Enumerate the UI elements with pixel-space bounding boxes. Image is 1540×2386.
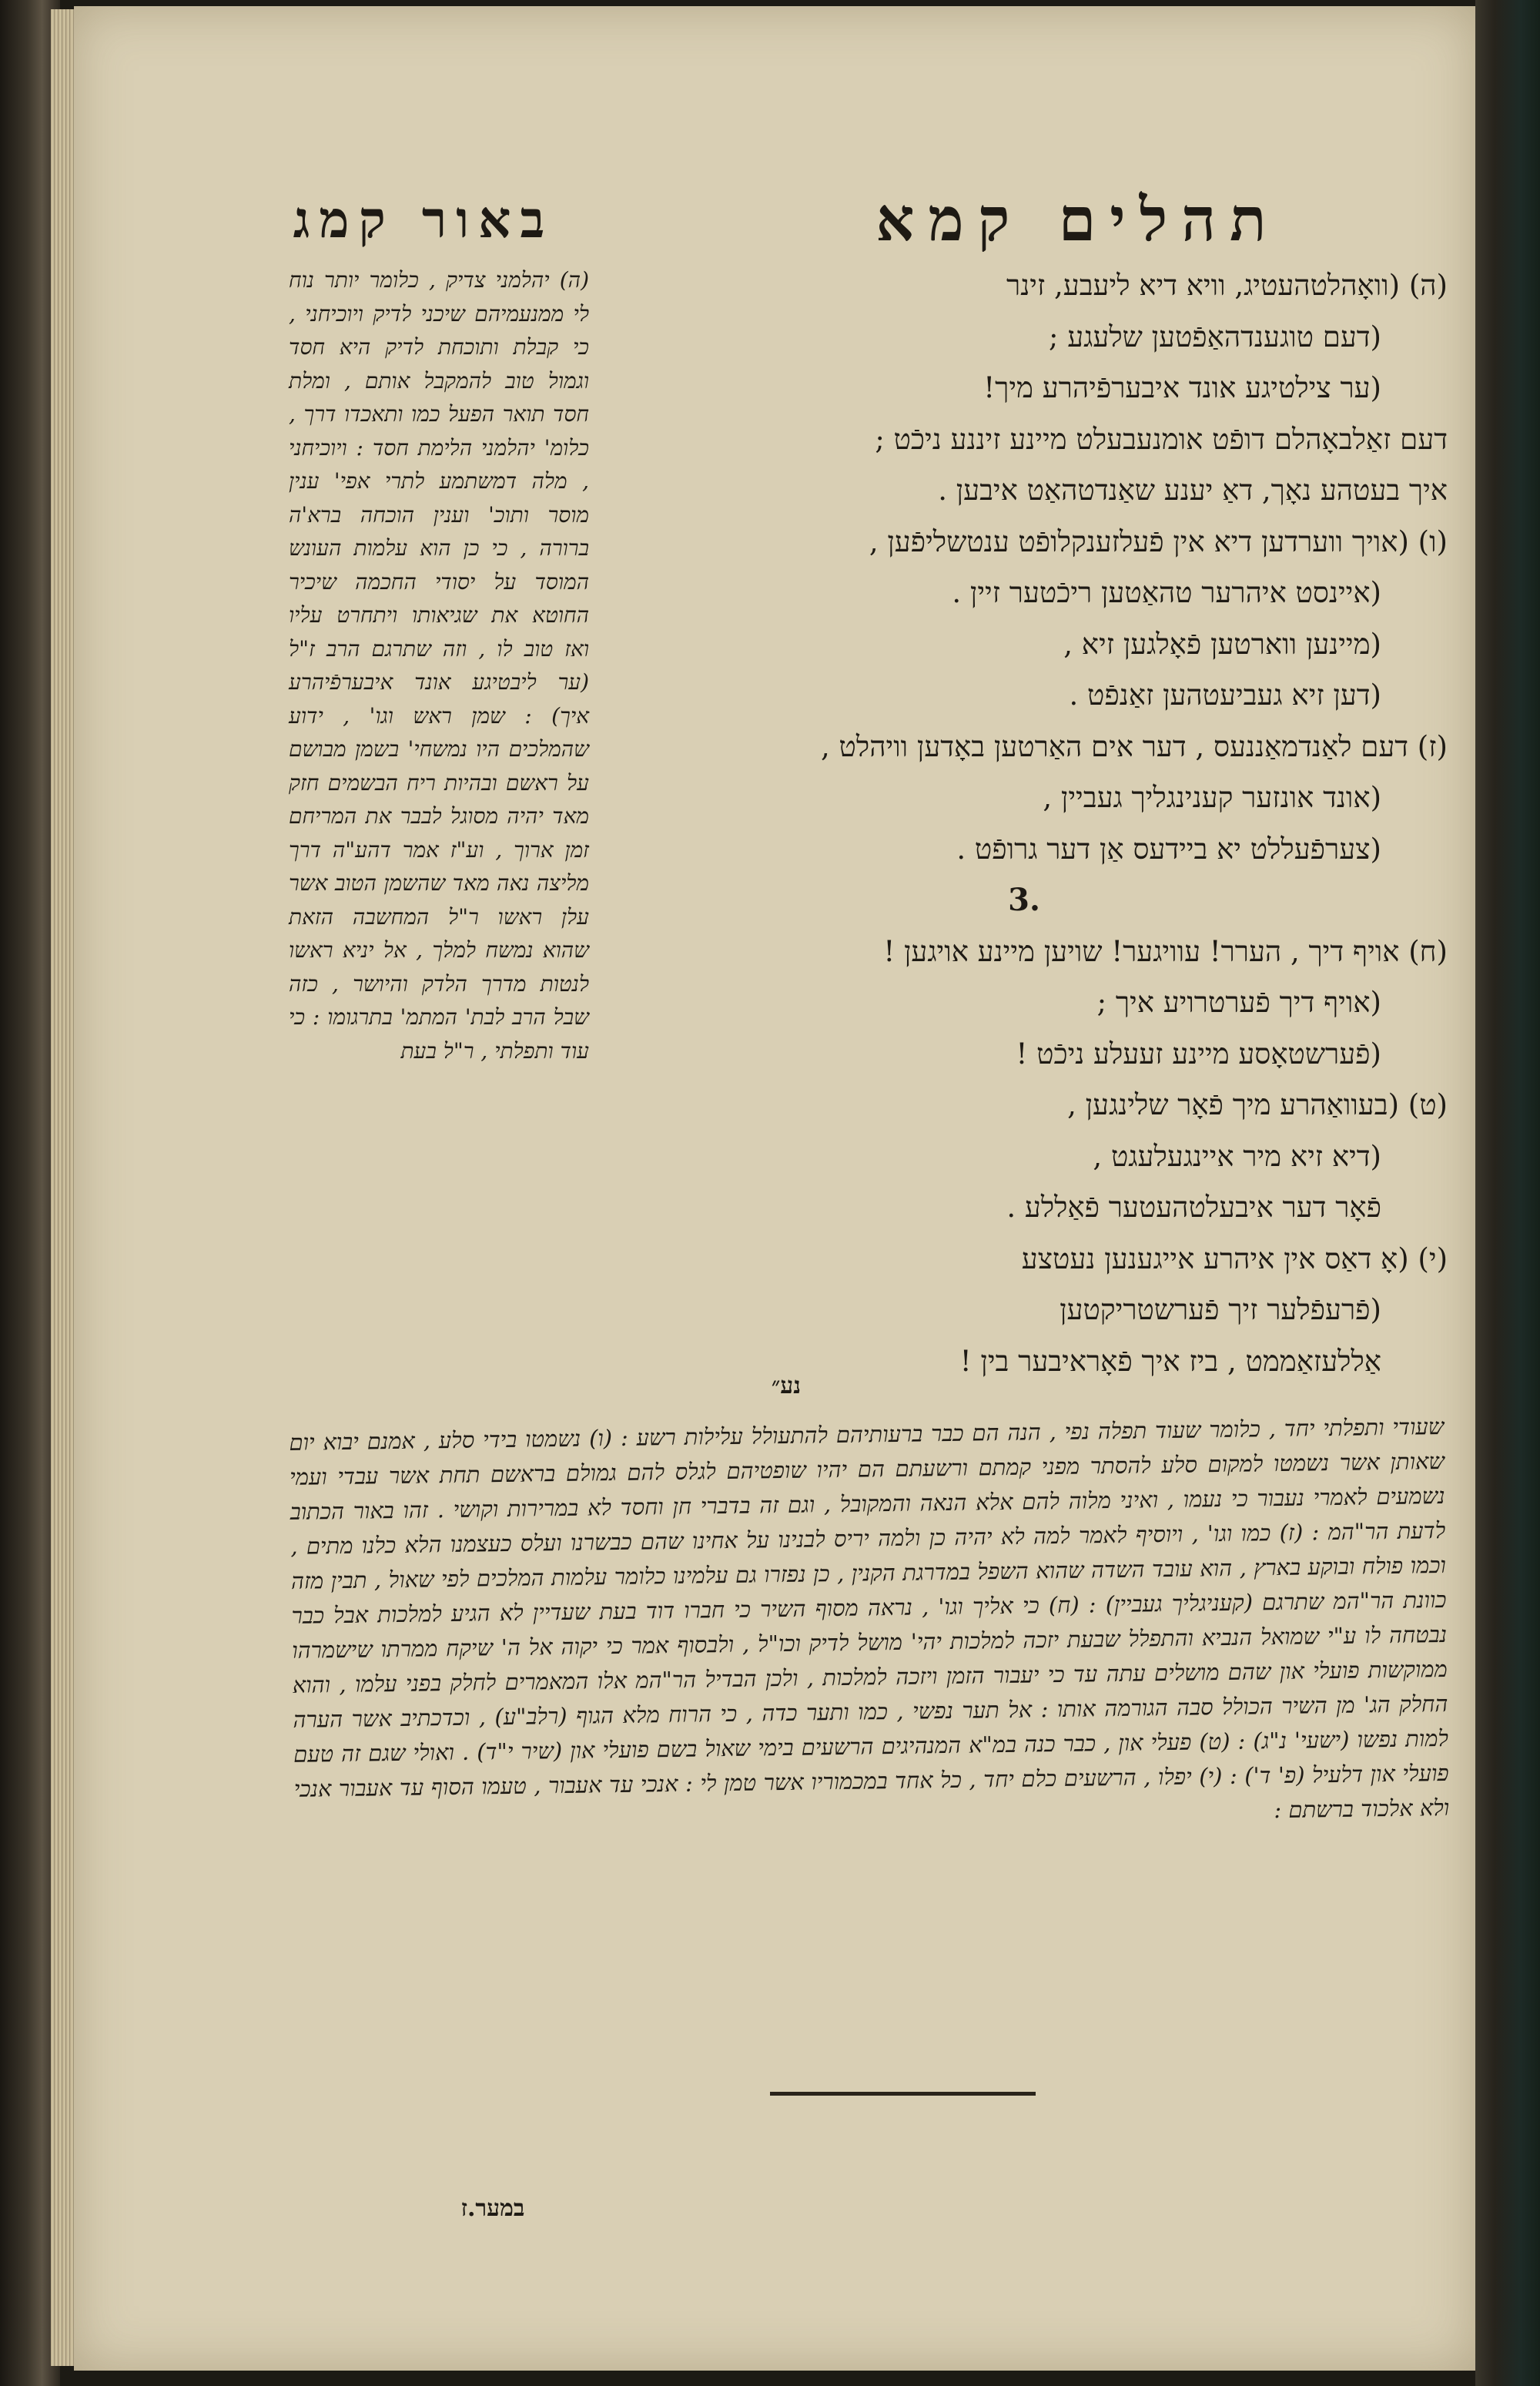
poem-line: (ח) אויף דיך , הערר! עוויגער! שויען מיינע אויגען !	[883, 934, 1448, 968]
poem-line: אַללעזאַממט , ביז איך פֿאָראיבער בין !	[959, 1344, 1381, 1378]
poem-line: (דיא זיא מיר איינגעלעגט ,	[1093, 1139, 1381, 1173]
poem-line: (אויף דיך פֿערטרויע איך ;	[1096, 986, 1381, 1019]
printer-signature: במער.ז	[460, 2195, 525, 2222]
page-edges	[51, 9, 75, 2366]
poem-line: דעם זאַלבאָהלם דופֿט אומנעבעלט מיינע זיננע ניכֿט ;	[875, 422, 1448, 456]
poem-line: (ו) (אויך ווערדען דיא אין פֿעלזענקלופֿט ענטשליפֿען ,	[869, 524, 1448, 558]
commentary-bottom-block: שעודי ותפלתי יחד , כלומר שעוד תפלה נפי , הנה הם כבר ברעותיהם להתעולל עלילות רשע : (ו) נשמטו בידי סלע , אמנם יבוא יום שאותן אשר נשמטו למקום סלע להסתר מפני קמתם ורשעתם הם יהיו שופטיהם לגלס להם גמולם בראשם תחת אשר עבדי ועמי נשמעים לאמרי נעבור כי נעמו , ואיני מלוה להם אלא הנאה והמקובל , וגם זה בדברי חן וחסד לא במרירות וקושי . זהו באור הכתוב לדעת הר"המ : (ז) כמו וגו' , ויוסיף לאמר למה לא יהיה כן ולמה יריס לבנינו על אחינו שהם כבשרנו ועלס כעצמנו הלא כלנו מתים , וכמו פולח ובוקע בארץ , הוא עובד השדה שהוא השפל במדרגת הקנין , כן נפזרו גם עלמינו כלומר עלמות המלכים לפי שאול , תבין מזה כוונת הר"המ שתרגם (קעניגליך געביין) : (ח) כי אליך וגו' , נראה מסוף השיר כי חברו דוד בעת שעדיין לא הגיע למלכות אבל כבר נבטחה לו ע"י שמואל הנביא והתפלל שבעת יזכה למלכות יהי' מושל לדיק וכו"ל , ולבסוף אמר כי יקוה אל ה' שיקח ממרתו שישמרהו ממוקשות פועלי און שהם מושלים עתה עד כי יעבור הזמן ויזכה למלכות , ולכן הבדיל הר"המ אלו המאמרים לחלק בפני עלמו , והוא החלק הג' מן השיר הכולל סבה הגורמה אותו : אל תער נפשי , כמו ותער כדה , כי הרוח מלא הגוף (רלב"ע) , וכדכתיב אשר הערה למות נפשו (ישעי' נ"ג) : (ט) פעלי און , כבר כנה במ"א המנהיגים הרשעים בימי שאול בשם פועלי און (שיר י"ד) . ואולי שגם זה טעם פועלי און דלעיל (פ' ד') : (י) יפלו , הרשעים כלם יחד , כל אחד במכמוריו אשר טמן לי : אנכי עד אעבור , טעמו הסוף עד אעבור אנכי ולא אלכוד ברשתם :	[289, 1412, 1450, 1824]
poem-line: (פֿערשטאָסע מיינע זעעלע ניכֿט !	[1016, 1037, 1381, 1071]
poem-column	[601, 260, 1448, 1387]
page-title: תהלים קמא	[875, 185, 1281, 255]
poem-line: איך בעטהע נאָך, דאַ יענע שאַנדטהאַט איבען .	[938, 474, 1448, 507]
poem-line: פֿאָר דער איבעלטהעטער פֿאַללע .	[1006, 1191, 1381, 1224]
poem-line: (מיינען ווארטען פֿאָלגען זיא ,	[1063, 627, 1381, 661]
poem-line: (פֿרעפֿלער זיך פֿערשטריקטען	[1060, 1293, 1381, 1326]
poem-line: (איינסט איהרער טהאַטען ריכֿטער זיין .	[952, 576, 1381, 609]
commentary-side-column: (ה) יהלמני צדיק , כלומר יותר נוח לי ממנעמיהם שיכני לדיק ויוכיחני , כי קבלת ותוכחת לדיק היא חסד וגמול טוב להמקבל אותם , ומלת חסד תואר הפעל כמו ותאכדו דרך , כלומ' יהלמני הלימת חסד : ויוכיחני , מלה דמשתמע לתרי אפי' ענין מוסר ותוכ' וענין הוכחה ברא'ה ברורה , כי כן הוא עלמות העונש המוסד על יסודי החכמה שיכיר החוטא את שגיאותו ויתחרט עליו ואז טוב לו , וזה שתרגם הרב ז"ל (ער ליבטיגע אונד איבערפֿיהרע איך) : שמן ראש וגו' , ידוע שהמלכים היו נמשחי' בשמן מבושם על ראשם ובהיות ריח הבשמים חזק מאד יהיה מסוגל לבבר את המריחם זמן ארוך , וע"ז אמר דהע"ה דרך מליצה נאה מאד שהשמן הטוב אשר עלן ראשו ר"ל המחשבה הזאת שהוא נמשח למלך , אל יניא ראשו לנטות מדרך הלדק והיושר , כזה שבל הרב לבת' המתמ' בתרגומו : כי עוד ותפלתי , ר"ל בעת	[289, 267, 589, 1064]
commentary-title: באור קמג	[293, 189, 554, 250]
book-binding-right	[1475, 0, 1540, 2386]
divider-rule	[770, 2092, 1036, 2096]
section-number: 3.	[1008, 882, 1040, 918]
poem-line: (אונד אונזער קענינגליך געביין ,	[1043, 781, 1381, 814]
poem-line: (ז) דעם לאַנדמאַננעס , דער אים האַרטען באָדען וויהלט ,	[821, 729, 1448, 763]
poem-line: (ה) (וואָהלטהעטיג, וויא דיא ליעבע, זינר	[1006, 269, 1448, 302]
poem-line: (ער צילטיגע אונד איבערפֿיהרע מיך!	[983, 371, 1381, 404]
poem-line: (דען זיא געביעטהען זאַנפֿט .	[1069, 679, 1381, 712]
footnote-marker: נע״	[771, 1372, 801, 1399]
poem-line: (ט) (בעוואַהרע מיך פֿאָר שלינגען ,	[1067, 1088, 1448, 1121]
poem-line: (י) (אָ דאַס אין איהרע אייגענען נעטצע	[1021, 1242, 1448, 1275]
poem-line: (דעם טוגענדהאַפֿטען שלעגע ;	[1049, 320, 1381, 354]
poem-line: (צערפֿעללט יא ביידעס אַן דער גרופֿט .	[956, 832, 1381, 866]
